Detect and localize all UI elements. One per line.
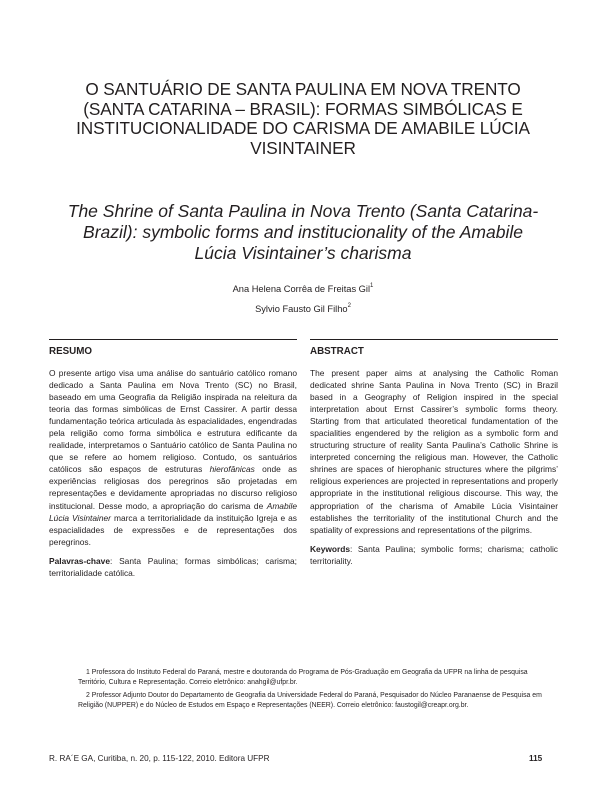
footnote-mark: 1 xyxy=(370,283,374,289)
author-1 xyxy=(0,284,606,294)
resumo-body: O presente artigo visa uma análise do santuário católico romano dedicado a Santa Paulina em Nova Trento (SC) no Brasil, baseado em uma Geografia da Religião inspirada na releitura da teoria das formas simbólicas de Ernst Cassirer. A partir dessa fundamentação teórica articulada às espacialidades, engendradas pela religião como forma simbólica e estrutura edificante da realidade, interpretamos o Santuário católico de Santa Paulina no que se refere ao homem religioso. Contudo, os santuários católicos são espaços de estruturas hierofânicas onde as experiências religiosas dos peregrinos são projetadas em representações e devidamente apropriadas no discurso religioso institucional. Desse modo, a apropriação do carisma de Amabile Lúcia Visintainer marca a territorialidade da instituição Igreja e as espacialidades de expressões e de representações dos peregrinos. xyxy=(49,368,297,547)
author-name: Ana Helena Corrêa de Freitas Gil xyxy=(232,284,371,294)
title-line: INSTITUCIONALIDADE DO CARISMA DE AMABILE LÚCIA xyxy=(76,118,530,138)
footnote-2: 2 Professor Adjunto Doutor do Departamento de Geografia da Universidade Federal do Paraná, Pesquisador do Núcleo Paranaense de Pesquisa em Religião (NUPPER) e do Núcleo de Estudos em Espaço e Representações (NEER). Correio eletrônico: faustogil@creapr.org.br. xyxy=(78,691,542,710)
page-number: 115 xyxy=(529,754,543,763)
abstract-body: The present paper aims at analysing the Catholic Roman dedicated shrine Santa Paulina in Nova Trento (SC) in Brazil based in a Geography of Religion inspired in the special interpretation about Ernst Cassirer’s symbolic forms theory. Starting from that articulated theoretical fundamentation of the spacialities engendered by the religion as a symbolic form and structuring structure of reality Santa Paulina’s Catholic Shrine is interpreted concerning the religious man. However, the Catholic shrines are spaces of hierophanic structures where the pilgrims’ religious experiences are projected in representations and properly appropriate in the institutional religious discourse. This way, the appropriation of the charisma of Amabile Lúcia Visintainer establishes the territoriality of the institutional Church and the spatiality of expressions and representations of the pilgrims. xyxy=(310,368,558,535)
article-title-english xyxy=(40,201,566,264)
abstract-heading: ABSTRACT xyxy=(310,346,364,357)
title-line: O SANTUÁRIO DE SANTA PAULINA EM NOVA TRENTO xyxy=(85,79,521,99)
author-name: Sylvio Fausto Gil Filho xyxy=(255,304,348,314)
footnote-1: 1 Professora do Instituto Federal do Paraná, mestre e doutoranda do Programa de Pós-Graduação em Geografia da UFPR na linha de pesquisa Território, Cultura e Representação. Correio eletrônico: anahgil@ufpr.br. xyxy=(78,669,528,687)
abstract-keywords: Keywords: Santa Paulina; symbolic forms; charisma; catholic territoriality. xyxy=(310,543,558,566)
article-title-portuguese xyxy=(40,80,566,158)
abstract-rule xyxy=(310,339,558,340)
resumo-column xyxy=(49,367,297,579)
footnote-mark: 2 xyxy=(347,303,351,309)
title-line: (SANTA CATARINA – BRASIL): FORMAS SIMBÓLICAS E xyxy=(83,98,523,119)
author-2 xyxy=(0,304,606,314)
title-line: Brazil): symbolic forms and institucionality of the Amabile xyxy=(83,222,523,242)
title-line: Lúcia Visintainer’s charisma xyxy=(194,243,412,263)
title-line: The Shrine of Santa Paulina in Nova Trento (Santa Catarina- xyxy=(67,201,539,221)
resumo-rule xyxy=(49,339,297,340)
citation-footer: R. RA´E GA, Curitiba, n. 20, p. 115-122, 2010. Editora UFPR xyxy=(49,754,270,763)
resumo-keywords: Palavras-chave: Santa Paulina; formas simbólicas; carisma; territorialidade católica. xyxy=(49,555,297,578)
footnotes xyxy=(78,668,548,714)
abstract-column xyxy=(310,367,558,567)
resumo-heading: RESUMO xyxy=(49,346,93,357)
title-line: VISINTAINER xyxy=(250,137,356,158)
